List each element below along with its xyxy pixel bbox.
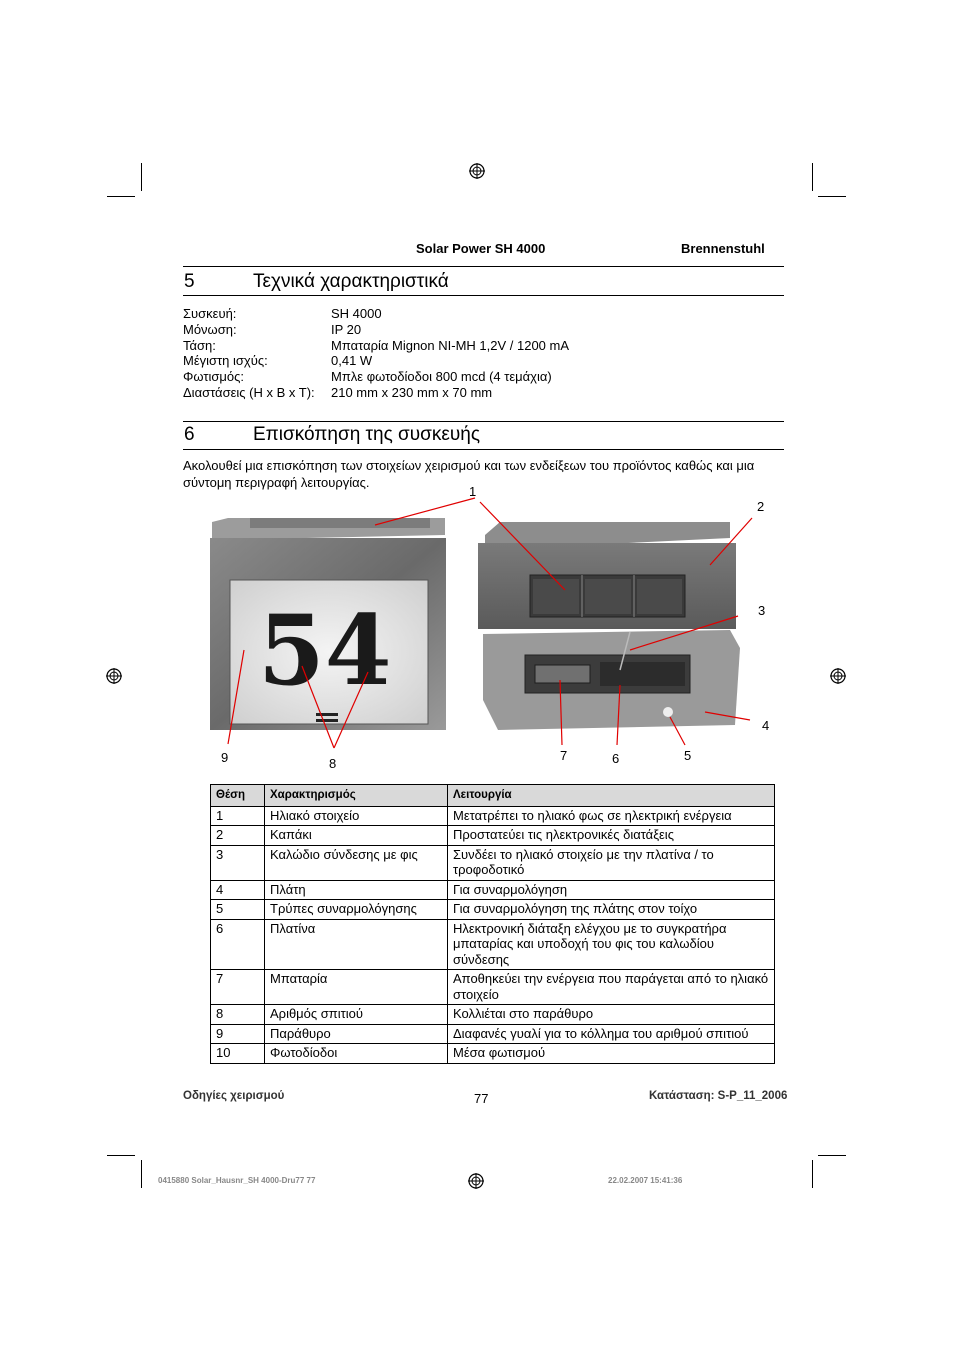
spec-value: IP 20 (331, 321, 362, 337)
table-header-cell: Χαρακτηρισμός (265, 785, 448, 807)
crop-mark (141, 163, 142, 191)
callout-8: 8 (329, 756, 337, 771)
table-cell: Μετατρέπει το ηλιακό φως σε ηλεκτρική ενέργεια (448, 806, 775, 826)
table-row (211, 1005, 775, 1025)
table-cell: Τρύπες συναρμολόγησης (265, 900, 448, 920)
table-cell: Προστατεύει τις ηλεκτρονικές διατάξεις (448, 826, 775, 846)
table-row (211, 845, 775, 880)
table-row (211, 880, 775, 900)
crop-mark (818, 196, 846, 197)
print-slug-right: 22.02.2007 15:41:36 (608, 1176, 683, 1185)
table-cell: Για συναρμολόγηση (448, 880, 775, 900)
section-6-heading (0, 424, 954, 450)
section-rule (183, 295, 784, 296)
spec-label: Μόνωση: (183, 321, 237, 337)
table-header-cell: Θέση (211, 785, 265, 807)
table-row (211, 900, 775, 920)
callout-7: 7 (560, 748, 568, 763)
table-cell: Καλώδιο σύνδεσης με φις (265, 845, 448, 880)
callout-4: 4 (762, 718, 770, 733)
section-number: 5 (184, 271, 195, 292)
spec-label: Τάση: (183, 337, 216, 353)
table-row (211, 919, 775, 970)
table-cell: Πλατίνα (265, 919, 448, 970)
table-header-cell: Λειτουργία (448, 785, 775, 807)
table-row (211, 806, 775, 826)
spec-values (331, 306, 569, 401)
page-number: 77 (474, 1091, 489, 1106)
parts-table (210, 784, 775, 1064)
table-cell: Κολλιέται στο παράθυρο (448, 1005, 775, 1025)
table-cell: Διαφανές γυαλί για το κόλλημα του αριθμού σπιτιού (448, 1024, 775, 1044)
front-unit (210, 518, 446, 730)
table-cell: Αριθμός σπιτιού (265, 1005, 448, 1025)
table-cell: Αποθηκεύει την ενέργεια που παράγεται από το ηλιακό στοιχείο (448, 970, 775, 1005)
table-cell: 10 (211, 1044, 265, 1064)
table-cell: Καπάκι (265, 826, 448, 846)
table-cell: Συνδέει το ηλιακό στοιχείο με την πλατίνα / το τροφοδοτικό (448, 845, 775, 880)
table-row (211, 1044, 775, 1064)
table-row (211, 826, 775, 846)
callout-1: 1 (469, 484, 477, 499)
table-cell: 9 (211, 1024, 265, 1044)
table-cell: Ηλιακό στοιχείο (265, 806, 448, 826)
registration-mark-icon (830, 668, 846, 684)
intro-paragraph: Ακολουθεί μια επισκόπηση των στοιχείων χειρισμού και των ενδείξεων του προϊόντος καθώς και μια σύντομη περιγραφή λειτουργίας. (183, 458, 755, 490)
spec-value: Μπλε φωτοδίοδοι 800 mcd (4 τεμάχια) (331, 369, 552, 385)
table-cell: 4 (211, 880, 265, 900)
section-number: 6 (184, 424, 195, 445)
side-unit-upper (478, 522, 736, 629)
table-cell: Πλάτη (265, 880, 448, 900)
product-figure (200, 480, 790, 780)
callout-6: 6 (612, 751, 620, 766)
crop-mark (107, 196, 135, 197)
crop-mark (812, 163, 813, 191)
print-slug-left: 0415880 Solar_Hausnr_SH 4000-Dru77 77 (158, 1176, 316, 1185)
section-5-heading (0, 271, 954, 297)
section-title: Τεχνικά χαρακτηριστικά (253, 271, 449, 292)
table-cell: Για συναρμολόγηση της πλάτης στον τοίχο (448, 900, 775, 920)
table-cell: 3 (211, 845, 265, 880)
footer-right: Κατάσταση: S-P_11_2006 (649, 1090, 788, 1102)
table-cell: Φωτοδίοδοι (265, 1044, 448, 1064)
section-title: Επισκόπηση της συσκευής (253, 424, 480, 445)
header-rule (183, 266, 784, 267)
table-cell: Μέσα φωτισμού (448, 1044, 775, 1064)
header-product: Solar Power SH 4000 (416, 241, 546, 256)
callout-9: 9 (221, 750, 229, 765)
table-cell: 1 (211, 806, 265, 826)
spec-label: Φωτισμός: (183, 369, 244, 385)
table-cell: Παράθυρο (265, 1024, 448, 1044)
spec-labels (183, 306, 315, 401)
spec-value: 210 mm x 230 mm x 70 mm (331, 384, 493, 400)
section-rule (183, 421, 784, 422)
spec-label: Συσκευή: (183, 306, 237, 321)
spec-value: 0,41 W (331, 353, 373, 369)
house-number: 54 (258, 594, 392, 707)
table-row (211, 1024, 775, 1044)
callout-2: 2 (757, 499, 765, 514)
spec-value: SH 4000 (331, 306, 382, 321)
crop-mark (818, 1155, 846, 1156)
table-cell: 5 (211, 900, 265, 920)
spec-label: Μέγιστη ισχύς: (183, 353, 268, 369)
registration-mark-icon (468, 1173, 484, 1189)
callout-5: 5 (684, 748, 692, 763)
side-unit-lower (483, 630, 740, 730)
callout-3: 3 (758, 603, 766, 618)
table-cell: 6 (211, 919, 265, 970)
crop-mark (107, 1155, 135, 1156)
table-row (211, 970, 775, 1005)
table-cell: 7 (211, 970, 265, 1005)
footer-left: Οδηγίες χειρισμού (183, 1090, 285, 1102)
table-cell: 8 (211, 1005, 265, 1025)
table-cell: 2 (211, 826, 265, 846)
section-rule (183, 449, 784, 450)
table-cell: Ηλεκτρονική διάταξη ελέγχου με το συγκρατήρα μπαταρίας και υποδοχή του φις του καλωδίου σύνδεσης (448, 919, 775, 970)
crop-mark (141, 1160, 142, 1188)
table-header-row (211, 785, 775, 807)
header-brand: Brennenstuhl (681, 241, 765, 256)
registration-mark-icon (106, 668, 122, 684)
crop-mark (812, 1160, 813, 1188)
spec-value: Μπαταρία Mignon NI-MH 1,2V / 1200 mA (331, 337, 570, 353)
table-cell: Μπαταρία (265, 970, 448, 1005)
spec-label: Διαστάσεις (H x B x T): (183, 384, 315, 400)
registration-mark-icon (469, 163, 485, 179)
